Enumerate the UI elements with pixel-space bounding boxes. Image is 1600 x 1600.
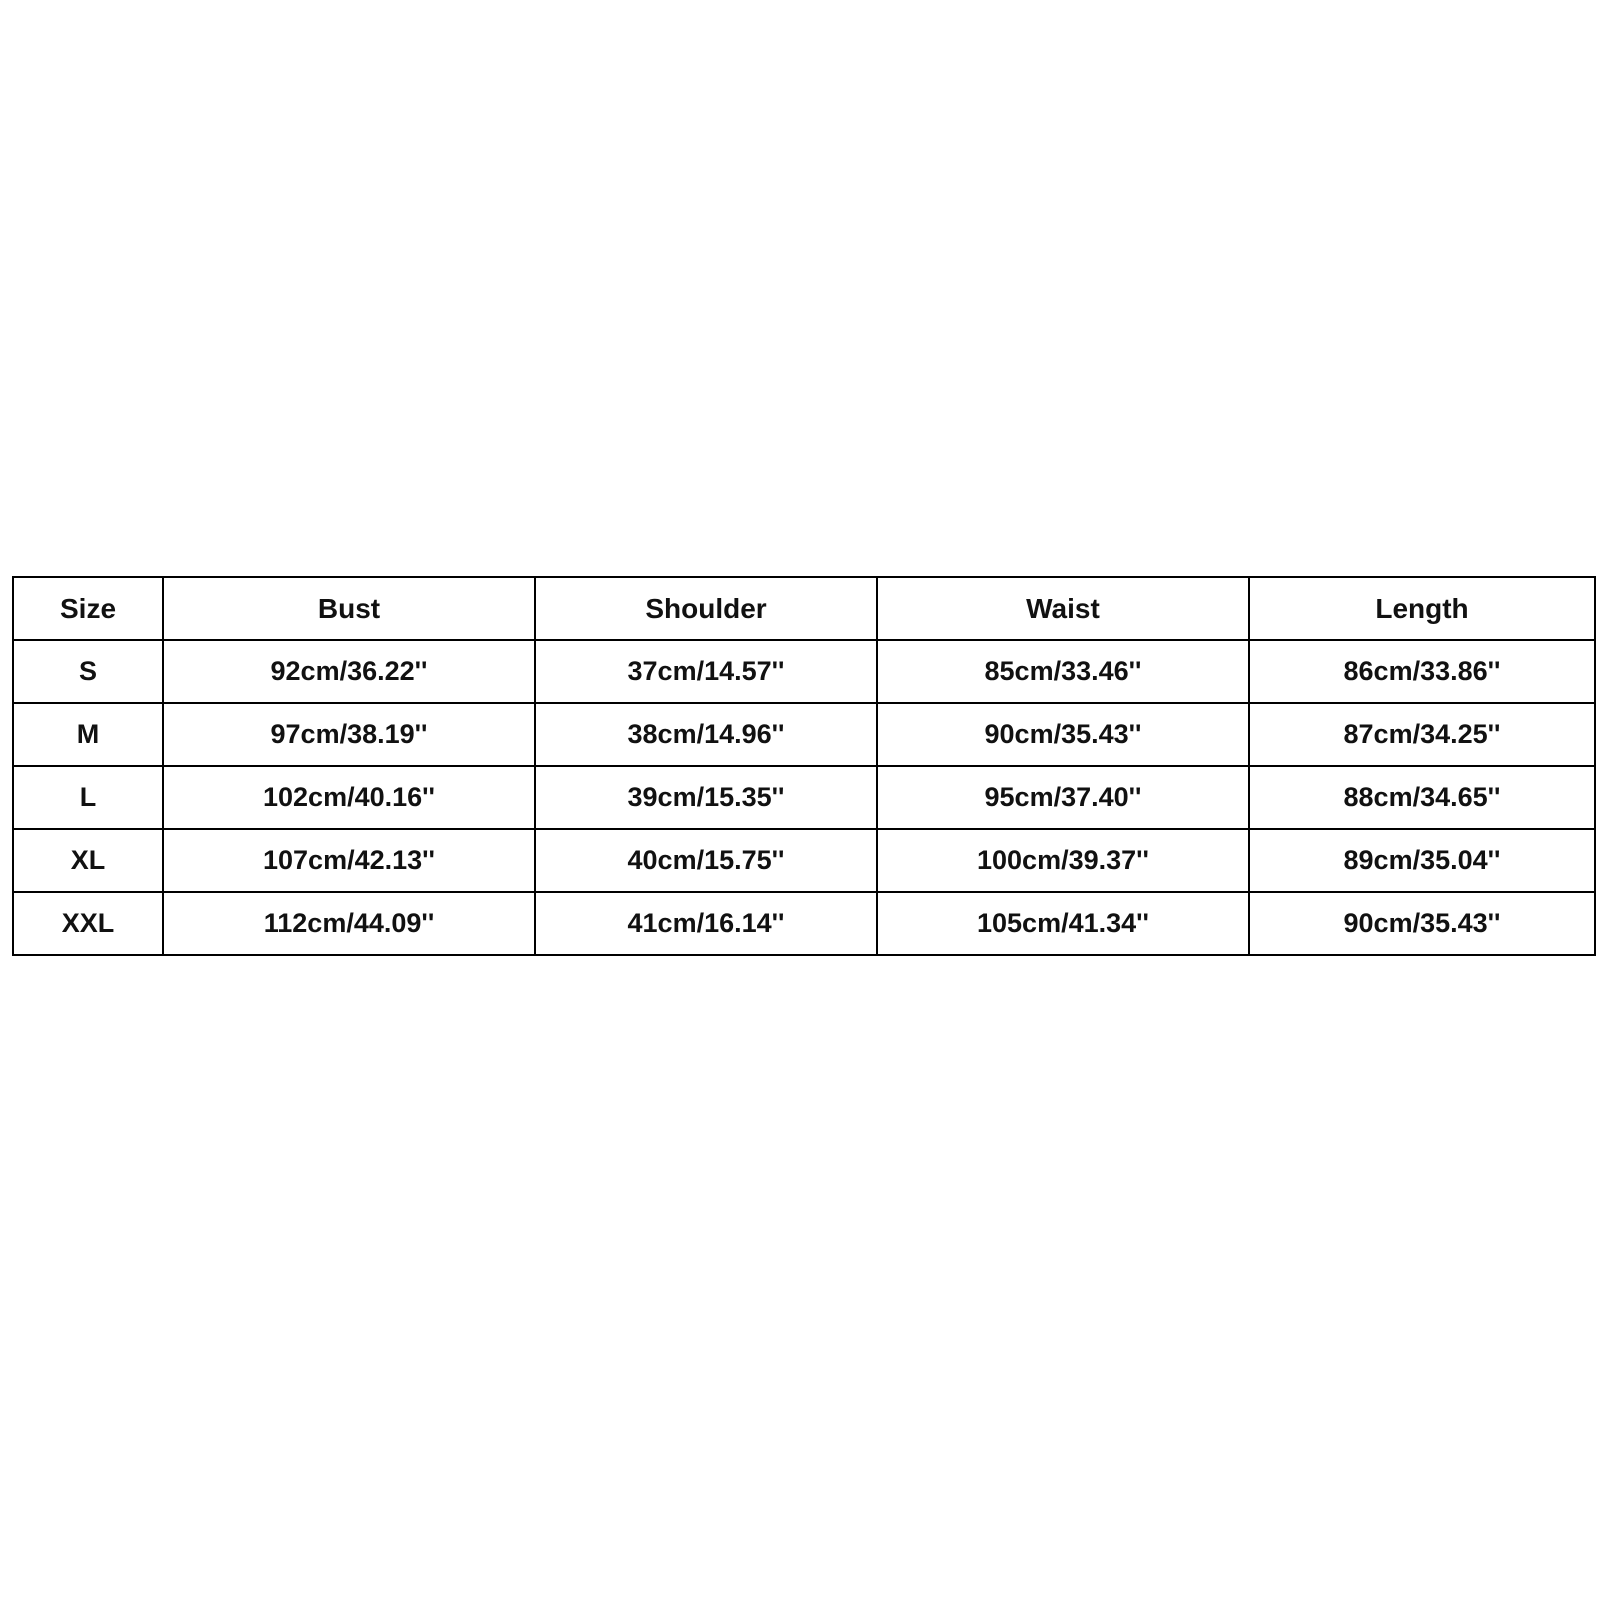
- header-shoulder: Shoulder: [535, 577, 877, 640]
- table-row: [13, 640, 1595, 703]
- waist-cell: 100cm/39.37'': [877, 829, 1249, 892]
- length-cell: 89cm/35.04'': [1249, 829, 1595, 892]
- shoulder-cell: 40cm/15.75'': [535, 829, 877, 892]
- waist-cell: 85cm/33.46'': [877, 640, 1249, 703]
- table-row: [13, 766, 1595, 829]
- shoulder-cell: 41cm/16.14'': [535, 892, 877, 955]
- size-chart-header: [13, 577, 1595, 640]
- shoulder-cell: 38cm/14.96'': [535, 703, 877, 766]
- bust-cell: 102cm/40.16'': [163, 766, 535, 829]
- length-cell: 87cm/34.25'': [1249, 703, 1595, 766]
- length-cell: 90cm/35.43'': [1249, 892, 1595, 955]
- shoulder-cell: 37cm/14.57'': [535, 640, 877, 703]
- size-cell: XL: [13, 829, 163, 892]
- waist-cell: 95cm/37.40'': [877, 766, 1249, 829]
- table-row: [13, 703, 1595, 766]
- header-waist: Waist: [877, 577, 1249, 640]
- table-row: [13, 829, 1595, 892]
- bust-cell: 97cm/38.19'': [163, 703, 535, 766]
- bust-cell: 112cm/44.09'': [163, 892, 535, 955]
- length-cell: 88cm/34.65'': [1249, 766, 1595, 829]
- table-row: [13, 892, 1595, 955]
- shoulder-cell: 39cm/15.35'': [535, 766, 877, 829]
- size-cell: M: [13, 703, 163, 766]
- bust-cell: 92cm/36.22'': [163, 640, 535, 703]
- size-cell: L: [13, 766, 163, 829]
- waist-cell: 105cm/41.34'': [877, 892, 1249, 955]
- size-cell: XXL: [13, 892, 163, 955]
- waist-cell: 90cm/35.43'': [877, 703, 1249, 766]
- size-cell: S: [13, 640, 163, 703]
- length-cell: 86cm/33.86'': [1249, 640, 1595, 703]
- header-bust: Bust: [163, 577, 535, 640]
- bust-cell: 107cm/42.13'': [163, 829, 535, 892]
- header-length: Length: [1249, 577, 1595, 640]
- size-chart-table: [12, 576, 1596, 956]
- header-row: [13, 577, 1595, 640]
- header-size: Size: [13, 577, 163, 640]
- size-chart-body: [13, 640, 1595, 955]
